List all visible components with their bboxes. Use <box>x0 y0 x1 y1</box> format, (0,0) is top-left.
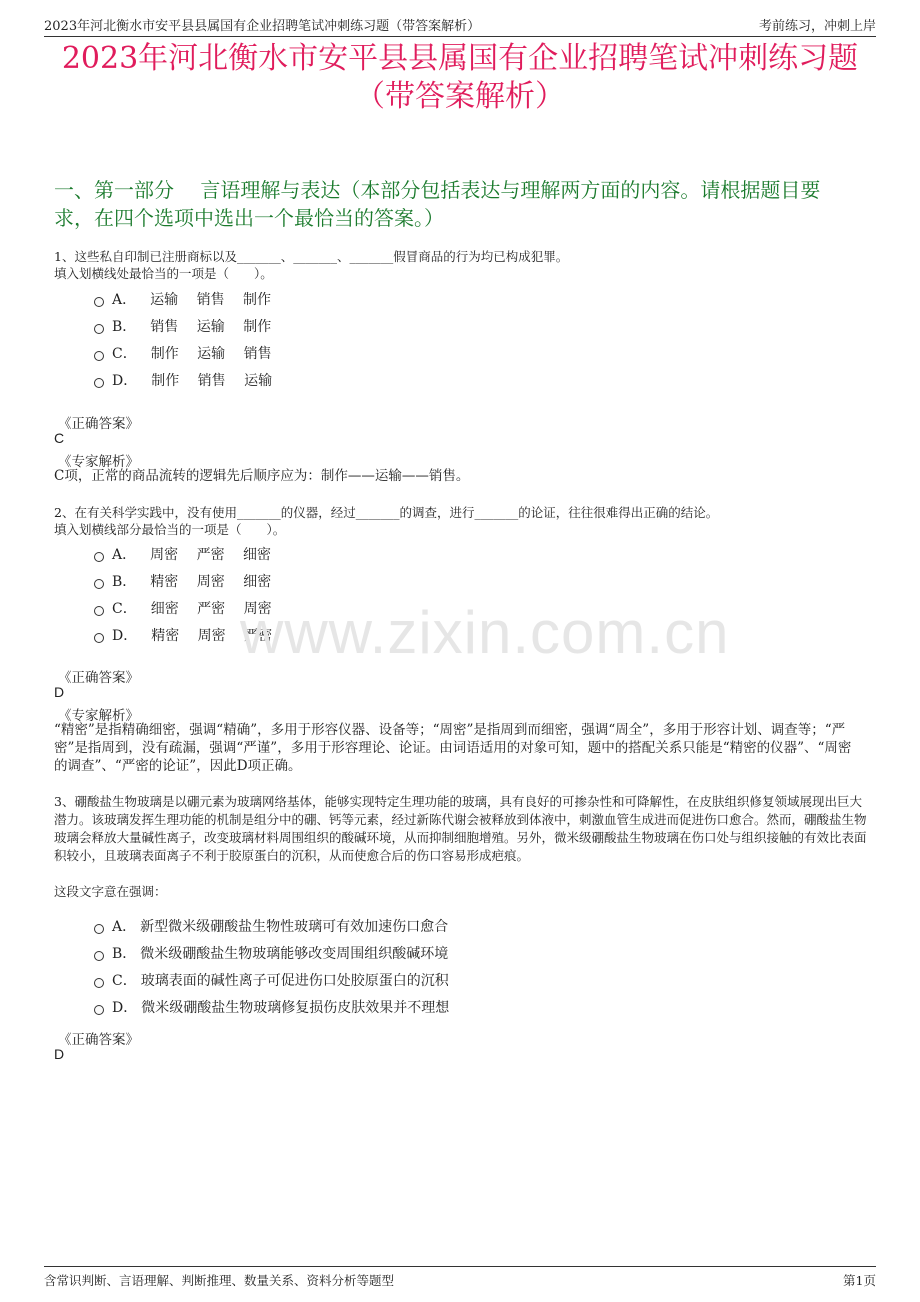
radio-icon[interactable] <box>94 552 104 562</box>
question-3-options <box>94 912 449 1020</box>
option-d[interactable]: D． 精密 周密 严密 <box>94 621 272 648</box>
answer-label: 《正确答案》 <box>58 1032 139 1048</box>
question-1-stem: 1、这些私自印制已注册商标以及_______、_______、_______假冒商品的行为均已构成犯罪。 <box>54 249 569 264</box>
answer-label: 《正确答案》 <box>58 670 139 686</box>
page-title <box>44 40 876 116</box>
question-2 <box>54 504 872 538</box>
question-3 <box>54 793 872 865</box>
option-b[interactable]: B． 精密 周密 细密 <box>94 567 272 594</box>
radio-icon[interactable] <box>94 1005 104 1015</box>
page-footer <box>44 1266 876 1293</box>
option-a[interactable]: A． 运输 销售 制作 <box>94 285 272 312</box>
radio-icon[interactable] <box>94 633 104 643</box>
expert-label: 《专家解析》 <box>58 454 139 470</box>
radio-icon[interactable] <box>94 351 104 361</box>
question-2-prompt: 填入划横线部分最恰当的一项是（ ）。 <box>54 522 286 537</box>
option-text: 制作 销售 运输 <box>151 372 273 389</box>
answer-value: C <box>54 430 65 446</box>
question-3-stem: 3、硼酸盐生物玻璃是以硼元素为玻璃网络基体，能够实现特定生理功能的玻璃，具有良好的可掺杂性和可降解性，在皮肤组织修复领域展现出巨大潜力。该玻璃发挥生理功能的机制是组分中的硼、钙等元素，经过新陈代谢会被释放到体液中，刺激血管生成进而促进伤口愈合。然而，硼酸盐生物玻璃会释放大量碱性离子，改变玻璃材料周围组织的酸碱环境，从而抑制细胞增殖。另外，微米级硼酸盐生物玻璃在伤口处与组织接触的有效比表面积较小，且玻璃表面离子不利于胶原蛋白的沉积，从而使愈合后的伤口容易形成疤痕。 <box>54 794 867 863</box>
option-c[interactable]: C． 制作 运输 销售 <box>94 339 272 366</box>
radio-icon[interactable] <box>94 579 104 589</box>
option-text: 精密 周密 严密 <box>151 627 273 644</box>
option-text: 微米级硼酸盐生物玻璃修复损伤皮肤效果并不理想 <box>141 999 450 1016</box>
page-header <box>44 10 876 37</box>
radio-icon[interactable] <box>94 951 104 961</box>
option-b[interactable]: B． 销售 运输 制作 <box>94 312 272 339</box>
option-text: 运输 销售 制作 <box>150 291 272 308</box>
section-heading: 一、第一部分 言语理解与表达（本部分包括表达与理解两方面的内容。请根据题目要求，在四个选项中选出一个最恰当的答案。） <box>54 178 821 230</box>
answer-label: 《正确答案》 <box>58 416 139 432</box>
option-text: 细密 严密 周密 <box>150 600 272 617</box>
explanation: “精密”是指精确细密，强调“精确”，多用于形容仪器、设备等；“周密”是指周到而细密，强调“周全”，多用于形容计划、调查等；“严密”是指周到，没有疏漏，强调“严谨”，多用于形容理论、论证。由词语适用的对象可知，题中的搭配关系只能是“精密的仪器”、“周密的调查”、“严密的论证”，因此D项正确。 <box>54 722 852 774</box>
radio-icon[interactable] <box>94 978 104 988</box>
option-text: 新型微米级硼酸盐生物性玻璃可有效加速伤口愈合 <box>140 918 449 935</box>
header-slogan: 考前练习，冲刺上岸 <box>758 19 876 34</box>
option-text: 玻璃表面的碱性离子可促进伤口处胶原蛋白的沉积 <box>140 972 449 989</box>
title-line-1: 2023年河北衡水市安平县县属国有企业招聘笔试冲刺练习题 <box>61 41 859 76</box>
option-text: 制作 运输 销售 <box>150 345 272 362</box>
question-2-stem: 2、在有关科学实践中，没有使用_______的仪器，经过_______的调查，进行_______的论证，往往很难得出正确的结论。 <box>54 505 719 520</box>
question-1-options <box>94 285 272 393</box>
title-line-2: （带答案解析） <box>355 79 565 114</box>
radio-icon[interactable] <box>94 378 104 388</box>
answer-value: D <box>54 684 65 700</box>
option-text: 周密 严密 细密 <box>150 546 272 563</box>
footer-topics: 含常识判断、言语理解、判断推理、数量关系、资料分析等题型 <box>44 1273 395 1288</box>
option-d[interactable]: D． 微米级硼酸盐生物玻璃修复损伤皮肤效果并不理想 <box>94 993 449 1020</box>
option-text: 精密 周密 细密 <box>150 573 272 590</box>
expert-label: 《专家解析》 <box>58 708 139 724</box>
question-3-prompt: 这段文字意在强调： <box>54 884 167 899</box>
option-d[interactable]: D． 制作 销售 运输 <box>94 366 272 393</box>
option-a[interactable]: A． 新型微米级硼酸盐生物性玻璃可有效加速伤口愈合 <box>94 912 449 939</box>
option-text: 微米级硼酸盐生物玻璃能够改变周围组织酸碱环境 <box>140 945 449 962</box>
radio-icon[interactable] <box>94 606 104 616</box>
question-1-prompt: 填入划横线处最恰当的一项是（ ）。 <box>54 266 273 281</box>
option-a[interactable]: A． 周密 严密 细密 <box>94 540 272 567</box>
option-text: 销售 运输 制作 <box>150 318 272 335</box>
header-doc-title: 2023年河北衡水市安平县县属国有企业招聘笔试冲刺练习题（带答案解析） <box>44 19 481 34</box>
page-number: 第1页 <box>843 1273 876 1288</box>
option-b[interactable]: B． 微米级硼酸盐生物玻璃能够改变周围组织酸碱环境 <box>94 939 449 966</box>
radio-icon[interactable] <box>94 297 104 307</box>
option-c[interactable]: C． 细密 严密 周密 <box>94 594 272 621</box>
watermark: www.zixin.com.cn <box>240 599 730 666</box>
option-c[interactable]: C． 玻璃表面的碱性离子可促进伤口处胶原蛋白的沉积 <box>94 966 449 993</box>
explanation: C项，正常的商品流转的逻辑先后顺序应为：制作——运输——销售。 <box>54 468 470 484</box>
answer-value: D <box>54 1046 65 1062</box>
question-1 <box>54 248 872 282</box>
radio-icon[interactable] <box>94 324 104 334</box>
radio-icon[interactable] <box>94 924 104 934</box>
